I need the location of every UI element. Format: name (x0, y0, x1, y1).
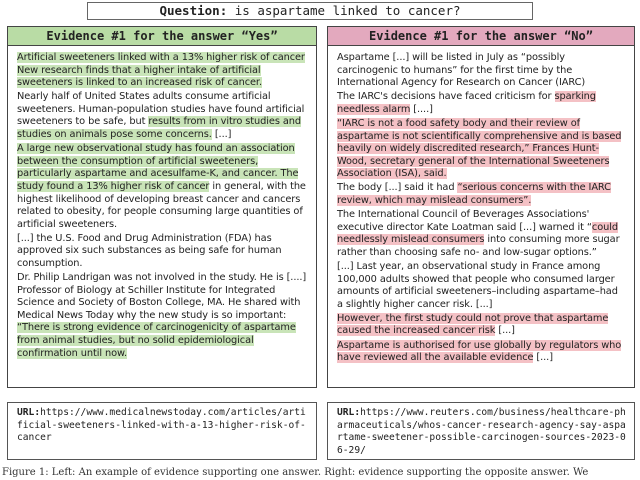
evidence-text: [...] Last year, an observational study in France among 100,000 adults showed that people who consumed larger amounts of artificial sweeteners–including aspartame–had a slightly higher cancer risk. [...] (337, 261, 618, 310)
yes-source-url[interactable]: https://www.medicalnewstoday.com/articles/artificial-sweeteners-linked-with-a-13-higher-risk-of-cancer (17, 407, 306, 444)
evidence-paragraph (17, 272, 308, 360)
evidence-text: The International Council of Beverages Associations' executive director Kate Loatman said [...] warned it “ (337, 209, 592, 233)
evidence-text: Dr. Philip Landrigan was not involved in the study. He is [....] Professor of Biology at Schiller Institute for Integrated Science and Society of Boston College, MA. He shared with Medical News Today why the new study is so important: (17, 272, 307, 321)
evidence-paragraph (337, 340, 626, 365)
highlighted-text: Artificial sweeteners linked with a 13% higher risk of cancer New research finds that a higher intake of artificial sweeteners is linked to an increased risk of cancer. (17, 52, 305, 89)
evidence-paragraph (17, 52, 308, 90)
url-label: URL: (17, 407, 41, 418)
highlighted-text: However, the first study could not prove that aspartame caused the increased cancer risk (337, 312, 609, 337)
question-box (87, 2, 533, 20)
evidence-text: Aspartame [...] will be listed in July as “possibly carcinogenic to humans” for the first time by the International Agency for Research on Cancer (IARC) (337, 52, 586, 89)
question-label: Question: (159, 3, 228, 18)
evidence-text: [...] (211, 129, 232, 141)
no-source-url-box (327, 402, 635, 460)
evidence-text: [....] (410, 103, 433, 115)
no-evidence-panel (327, 26, 635, 388)
highlighted-text: could needlessly mislead consumers (337, 221, 618, 246)
evidence-text: [...] (533, 352, 553, 364)
yes-evidence-panel (7, 26, 317, 388)
evidence-paragraph (337, 182, 626, 207)
evidence-paragraph (337, 313, 626, 338)
highlighted-text: A large new observational study has found an association between the consumption of artificial sweeteners, particularly aspartame and acesulfame-K, and cancer. The study found a 13% higher risk of cancer (17, 143, 299, 192)
evidence-paragraph (337, 91, 626, 116)
evidence-text: [...] (495, 325, 515, 337)
evidence-paragraph (337, 118, 626, 181)
no-evidence-title: Evidence #1 for the answer “No” (328, 27, 634, 46)
evidence-paragraph (337, 209, 626, 259)
evidence-text: in general, with the highest likelihood of developing breast cancer and cancers related to obesity, for people consuming large quantities of artificial sweeteners. (17, 180, 306, 230)
url-label: URL: (337, 407, 361, 418)
evidence-paragraph (337, 52, 626, 90)
yes-source-url-box (7, 402, 317, 460)
evidence-paragraph (17, 143, 308, 231)
evidence-text: The IARC's decisions have faced criticism for (337, 91, 555, 103)
evidence-text: Nearly half of United States adults consume artificial sweeteners. Human-population studies have found artificial sweeteners to be safe, but (17, 91, 305, 128)
highlighted-text: Aspartame is authorised for use globally by regulators who have reviewed all the available evidence (337, 339, 622, 364)
evidence-text: into consuming more sugar rather than choosing safe no- and low-sugar options.” (337, 234, 620, 258)
figure-caption: Figure 1: Left: An example of evidence supporting one answer. Right: evidence supporting the opposite answer. We (2, 467, 589, 478)
evidence-text: [...] the U.S. Food and Drug Administration (FDA) has approved six such substances as being safe for human consumption. (17, 232, 282, 269)
yes-evidence-title: Evidence #1 for the answer “Yes” (8, 27, 316, 46)
highlighted-text: “There is strong evidence of carcinogenicity of aspartame from animal studies, but no solid epidemiological confirmation until now. (17, 322, 296, 359)
evidence-paragraph (17, 91, 308, 141)
evidence-text: The body [...] said it had (337, 182, 458, 194)
no-evidence-body (328, 46, 634, 365)
yes-evidence-body (8, 46, 316, 360)
no-source-url[interactable]: https://www.reuters.com/business/healthcare-pharmaceuticals/whos-cancer-research-agency-say-aspartame-sweetener-possible-carcinogen-sources-2023-06-29/ (337, 407, 626, 456)
highlighted-text: sparking needless alarm (337, 91, 596, 115)
highlighted-text: “serious concerns with the IARC review, which may mislead consumers”. (337, 182, 611, 207)
evidence-paragraph (337, 261, 626, 311)
question-text: is aspartame linked to cancer? (227, 3, 461, 18)
highlighted-text: “IARC is not a food safety body and their review of aspartame is not scientifically comprehensive and is based heavily on widely discredited research,” Frances Hunt-Wood, secretary general of the International Sweeteners Association (ISA), said. (337, 117, 622, 180)
highlighted-text: results from in vitro studies and studies on animals pose some concerns. (17, 116, 301, 141)
evidence-paragraph (17, 233, 308, 271)
